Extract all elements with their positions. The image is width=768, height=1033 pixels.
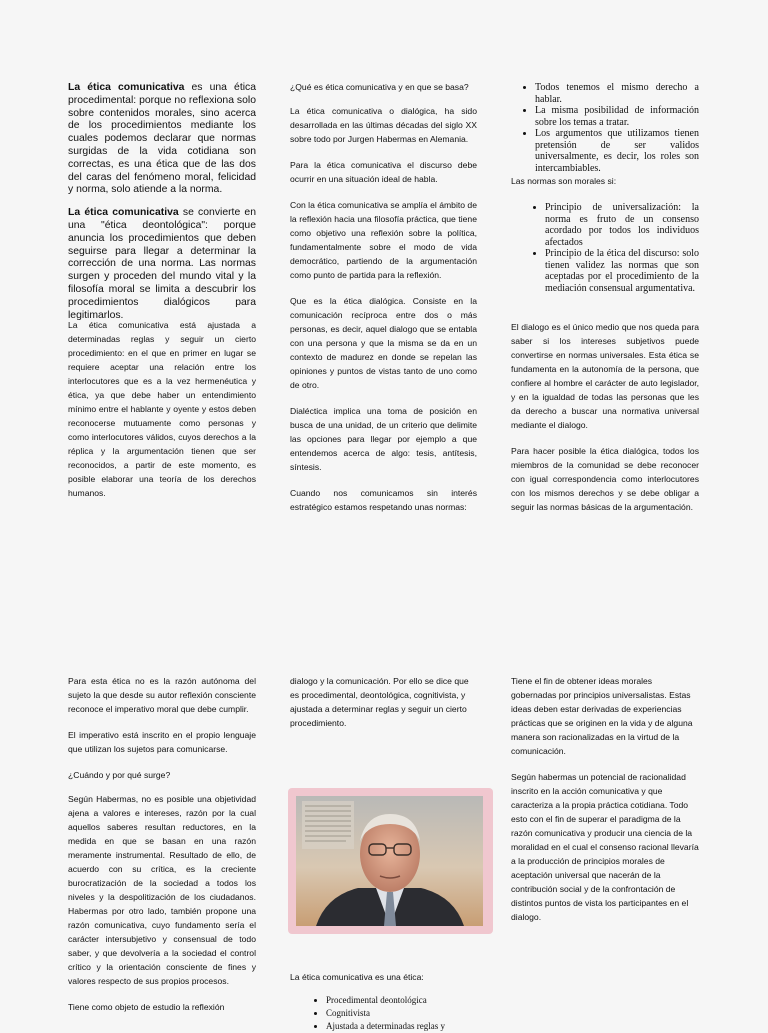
paragraph: El dialogo es el único medio que nos queda para saber si los intereses subjetivos puede convertirse en normas universales. Esta ética se fundamenta en la autonomía de la persona, que confiere al hombre el carácter de auto legislador, y en la igualdad de todas las personas que les da derecho a buscar una normativa universal mediante el dialogo. — [511, 322, 699, 430]
bold-lead: La ética comunicativa — [68, 207, 179, 219]
paragraph: Cuando nos comunicamos sin interés estratégico estamos respetando unas normas: — [290, 488, 477, 512]
column-2 — [290, 80, 477, 526]
paragraph — [68, 82, 256, 197]
section-heading: La ética comunicativa es una ética: — [290, 972, 424, 982]
paragraph: La ética comunicativa o dialógica, ha sido desarrollada en las últimas décadas del siglo XX sobre todo por Jurgen Habermas en Alemania. — [290, 106, 477, 144]
paragraph — [68, 207, 256, 322]
list-item: • Principio de universalización: la norma es fruto de un consenso acordado por todos los individuos afectados — [545, 202, 699, 248]
question-heading: ¿Qué es ética comunicativa y en que se basa? — [290, 82, 469, 92]
paragraph: Dialéctica implica una toma de posición en busca de una unidad, de un criterio que delimite las opciones para llegar por ejemplo a que entendemos acerca de algo: tesis, antítesis, síntesis. — [290, 406, 477, 472]
list-item: • Ajustada a determinadas reglas y — [326, 1020, 477, 1033]
rights-list — [511, 82, 699, 174]
paragraph: Según habermas un potencial de racionalidad inscrito en la acción comunicativa y que caracteriza a la propia práctica cotidiana. Todo esto con el fin de superar el paradigma de la razón comunicativa y producir una ciencia de la moralidad en el cual el consenso racional llevaría a la producción de principios morales de aceptación universal que nacerán de la contribución social y de la confrontación de distintos puntos de vista los participantes en el dialogo. — [511, 772, 699, 922]
ethics-list — [290, 994, 477, 1033]
column-1-lower — [68, 318, 256, 512]
paragraph: Para la ética comunicativa el discurso debe ocurrir en una situación ideal de habla. — [290, 160, 477, 184]
paragraph: La ética comunicativa está ajustada a determinadas reglas y seguir un cierto procedimiento: en el que en primer en lugar se requiere aceptar una relación entre los interlocutores que es a la vez hermenéutica y ética, ya que debe haber un entendimiento mínimo entre el hablante y oyente y estos deben reconocerse mutuamente como personas y como interlocutores válidos, cuyos derechos a la réplica y la argumentación tienen que ser reconocidos, a partir de este momento, es posible elaborar una teoría de los derechos humanos. — [68, 320, 256, 498]
norms-list — [511, 202, 699, 294]
paragraph: Para hacer posible la ética dialógica, todos los miembros de la comunidad se debe reconocer con igual correspondencia como interlocutores con los mismos derechos y se debe obligar a seguir las normas básicas de la argumentación. — [511, 446, 699, 512]
column-5 — [290, 674, 477, 742]
list-item: • Todos tenemos el mismo derecho a hablar. — [535, 82, 699, 105]
paragraph-text: se convierte en una "ética deontológica": porque anuncia los procedimientos que deben seguirse para llegar a determinar la corrección de una norma. Las normas surgen y proceden del mundo vital y la filosofía moral se limita a descubrir los procedimientos dialógicos para legitimarlos. — [68, 207, 256, 321]
paragraph: Según Habermas, no es posible una objetividad ajena a valores e intereses, razón por la cual aquellos saberes resultan reductores, en la medida en que se basan en una razón meramente instrumental. Resultado de ello, de acuerdo con su crítica, es la creciente burocratización de la sociedad a todos los niveles y la despolitización de los ciudadanos. Habermas por otro lado, también propone una razón comunicativa, cuyo fundamento sería el carácter intersubjetivo y consensual de todo saber, y que devolvería a la sociedad el control crítico y la orientación consciente de fines y valores respecto de sus propios procesos. — [68, 794, 256, 986]
paragraph: Con la ética comunicativa se amplía el ámbito de la reflexión hacia una filosofía práctica, que tiene como objetivo una reflexión sobre la política, fundamentalmente sobre el modo de vida democrático, partiendo de la argumentación como punto de partida para la reflexión. — [290, 200, 477, 280]
paragraph-text: es una ética procedimental: porque no reflexiona solo sobre contenidos morales, sino acerca de los procedimientos mediante los cuales podemos declarar que normas surgidas de la vida cotidiana son correctas, es una ética que de las dos del caras del fenómeno moral, felicidad y norma, solo atiende a la norma. — [68, 82, 256, 196]
paragraph: Para esta ética no es la razón autónoma del sujeto la que desde su autor reflexión consciente reconoce el imperativo moral que debe cumplir. — [68, 676, 256, 714]
paragraph: dialogo y la comunicación. Por ello se dice que es procedimental, deontológica, cognitivista, y ajustada a determinar reglas y seguir un cierto procedimiento. — [290, 676, 469, 728]
paragraph: Tiene como objeto de estudio la reflexión — [68, 1002, 225, 1012]
paragraph: Que es la ética dialógica. Consiste en la comunicación recíproca entre dos o más personas, es decir, aquel dialogo que se entabla con una persona y que la misma se da en un contexto de madurez en donde se repelan las opiniones y puntos de vistas tanto de uno como de otro. — [290, 296, 477, 390]
question-heading: ¿Cuándo y por qué surge? — [68, 770, 171, 780]
column-6 — [511, 674, 699, 936]
list-item: • Cognitivista — [326, 1007, 477, 1020]
section-heading: Las normas son morales si: — [511, 176, 617, 186]
list-item: • Principio de la ética del discurso: solo tienen validez las normas que son aceptadas por el procedimiento de la mediación consensual argumentativa. — [545, 248, 699, 294]
list-item: • Procedimental deontológica — [326, 994, 477, 1007]
column-3 — [511, 82, 699, 526]
photo-frame — [288, 788, 493, 934]
portrait-photo — [296, 796, 483, 926]
column-1 — [68, 82, 256, 332]
portrait-image — [296, 796, 483, 926]
list-item: • La misma posibilidad de información sobre los temas a tratar. — [535, 105, 699, 128]
list-item: • Los argumentos que utilizamos tienen pretensión de ser validos universalmente, es decir, los roles son intercambiables. — [535, 128, 699, 174]
column-4 — [68, 674, 256, 1026]
paragraph: El imperativo está inscrito en el propio lenguaje que utilizan los sujetos para comunicarse. — [68, 730, 256, 754]
paragraph: Tiene el fin de obtener ideas morales gobernadas por principios universalistas. Estas ideas deben estar derivadas de experiencias prácticas que se originen en la vida y de alguna manera son racionalizadas en la virtud de la comunicación. — [511, 676, 693, 756]
bold-lead: La ética comunicativa — [68, 82, 185, 93]
